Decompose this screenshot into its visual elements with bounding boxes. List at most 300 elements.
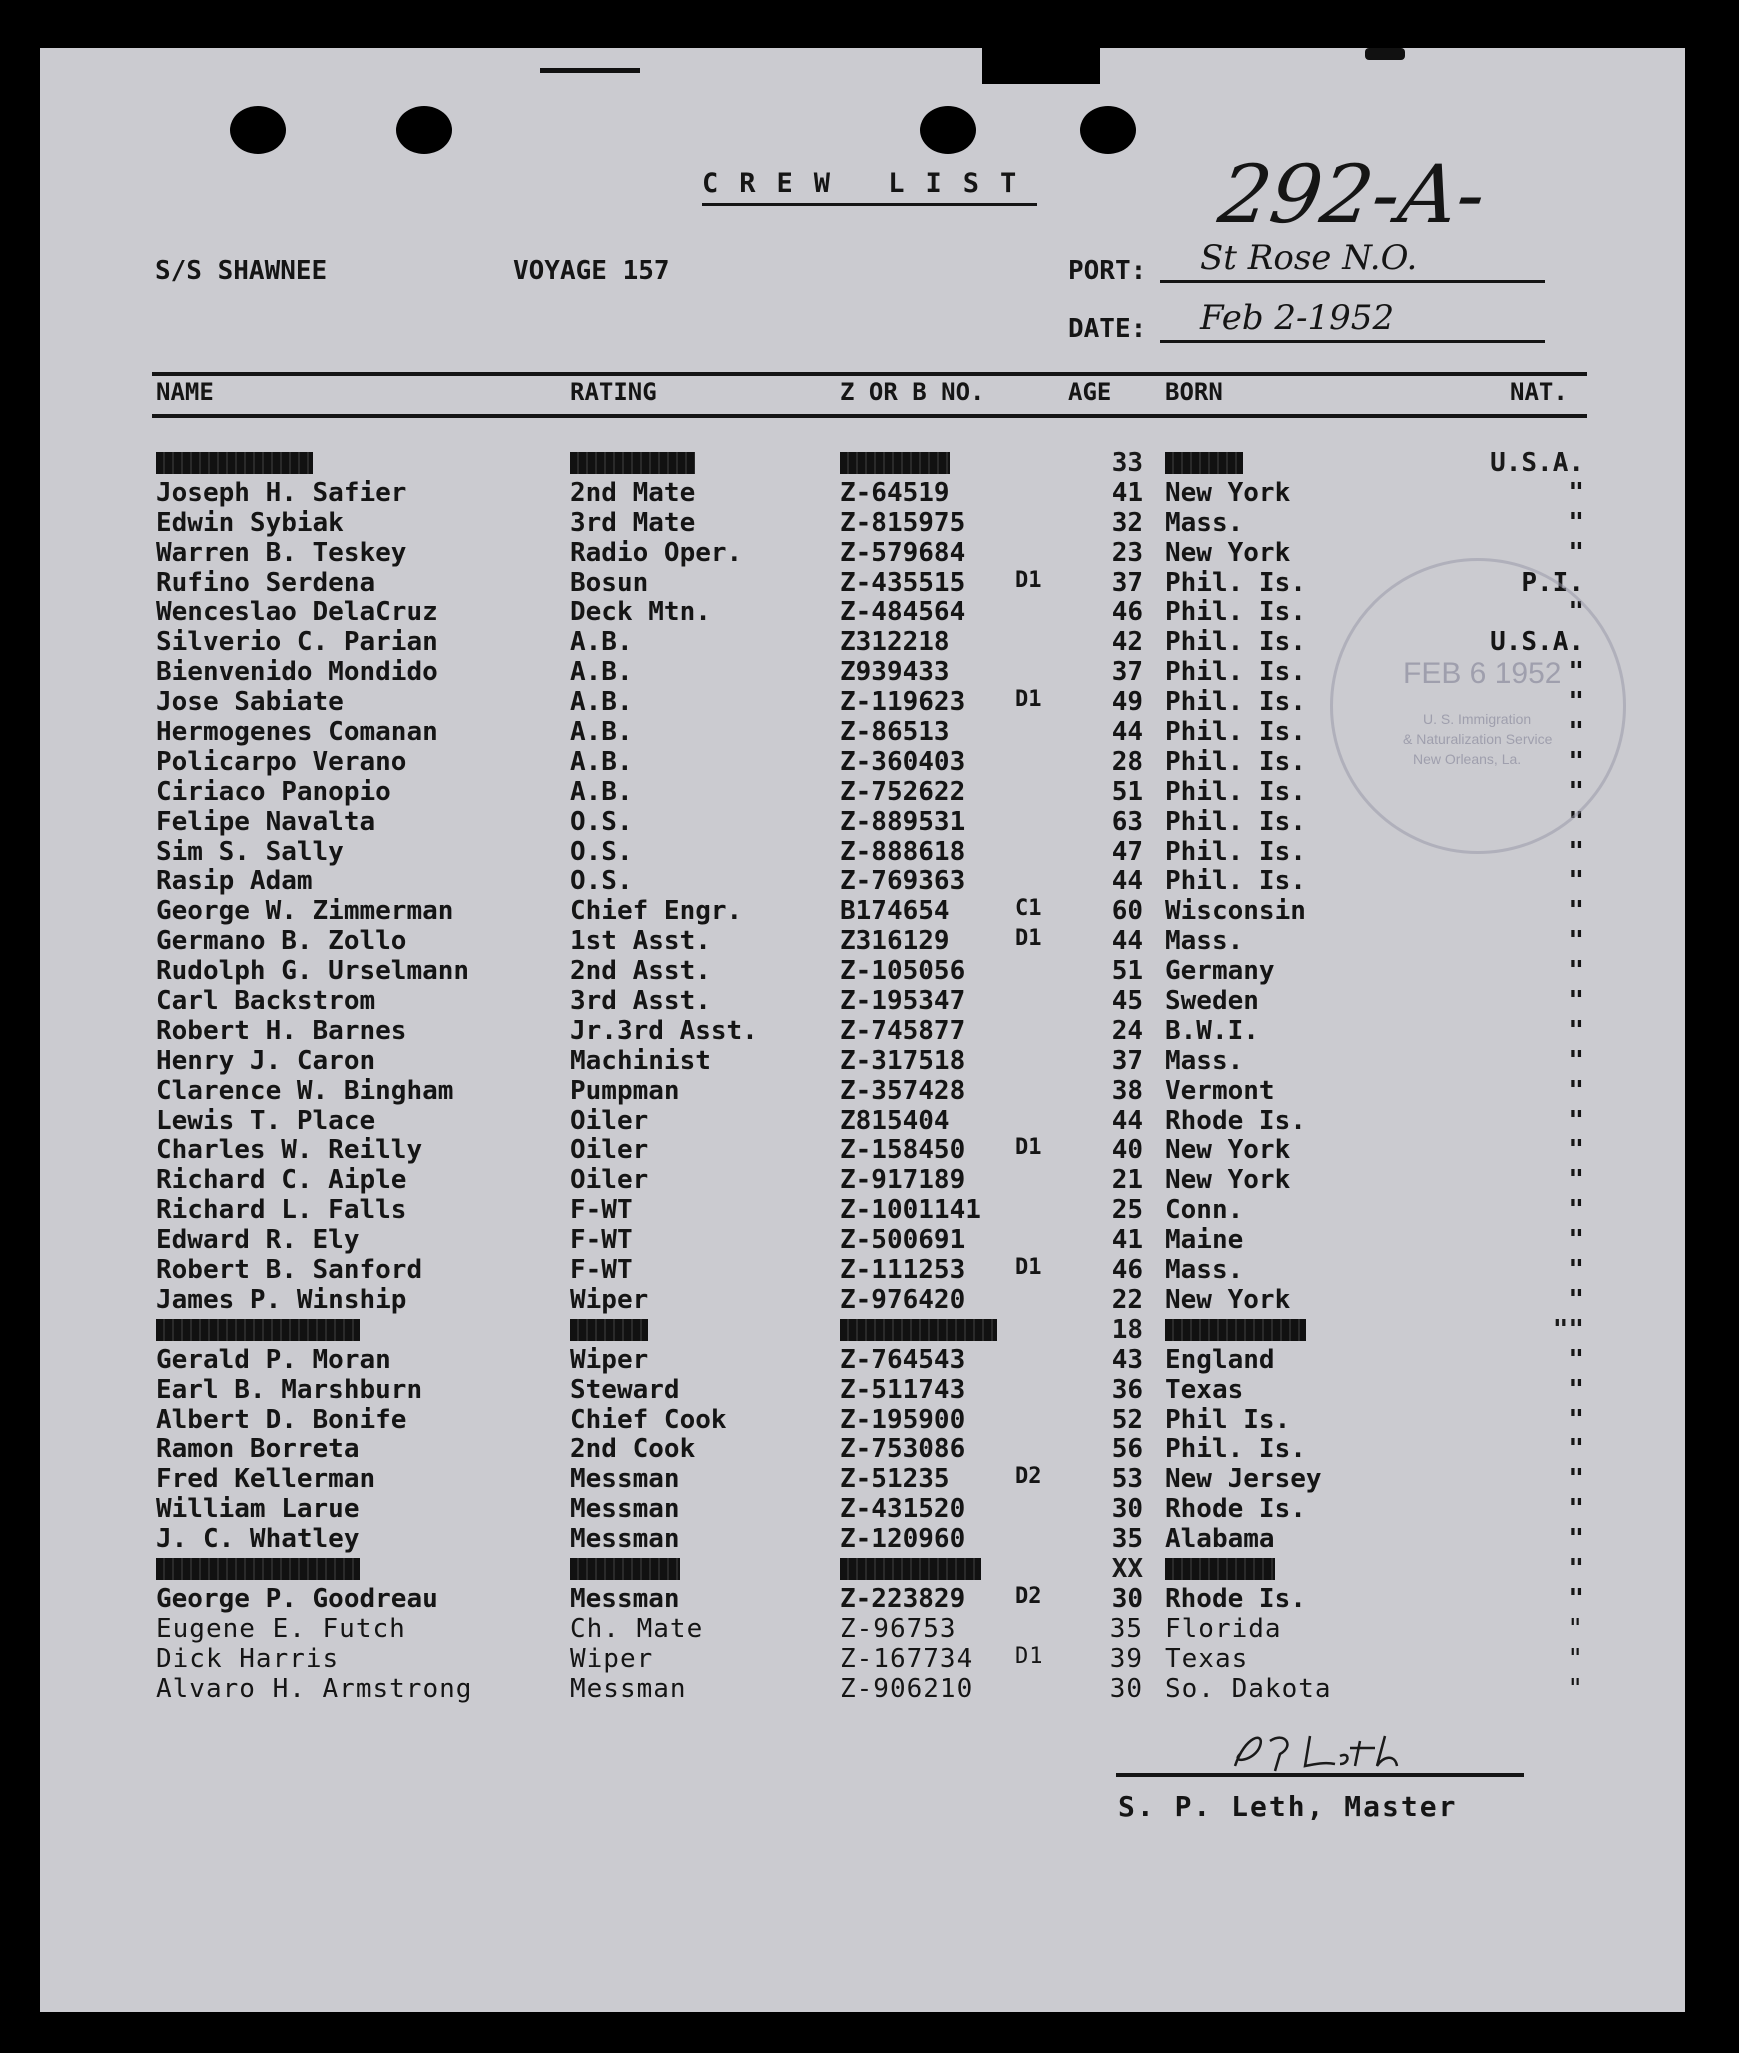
table-row — [40, 1644, 1685, 1674]
crew-age: 44 — [1111, 717, 1143, 748]
crew-rating: Oiler — [570, 1165, 649, 1196]
column-header-age: AGE — [1068, 378, 1112, 406]
crew-z-number: Z-753086 — [840, 1434, 966, 1465]
crew-name: George P. Goodreau — [156, 1583, 438, 1614]
table-row — [40, 896, 1685, 926]
crew-nationality: " — [1568, 1344, 1584, 1375]
crew-birthplace: Phil. Is. — [1165, 657, 1306, 688]
crew-name: Rufino Serdena — [156, 567, 376, 598]
port-label: PORT: — [1068, 256, 1147, 286]
crew-nationality: " — [1568, 1075, 1584, 1106]
table-row — [40, 1046, 1685, 1076]
crew-name: Robert B. Sanford — [156, 1255, 423, 1286]
crew-age: 60 — [1111, 896, 1143, 927]
table-row — [40, 956, 1685, 986]
column-header-name: NAME — [156, 378, 214, 406]
header-rule-bottom — [152, 414, 1587, 418]
crew-rating: Wiper — [570, 1643, 654, 1674]
crew-nationality: " — [1568, 477, 1584, 508]
crew-age: 37 — [1111, 567, 1143, 598]
crew-endorsement: C1 — [1015, 896, 1042, 922]
crew-rating: Messman — [570, 1524, 680, 1555]
crew-rating: Chief Cook — [570, 1404, 727, 1435]
crew-z-number: Z312218 — [840, 627, 950, 658]
ship-name: S/S SHAWNEE — [155, 256, 328, 286]
crew-nationality: " — [1568, 687, 1584, 718]
table-row — [40, 1076, 1685, 1106]
crew-nationality: " — [1568, 657, 1584, 688]
crew-rating: Oiler — [570, 1105, 649, 1136]
table-row — [40, 1016, 1685, 1046]
crew-birthplace: Sweden — [1165, 986, 1259, 1017]
date-label: DATE: — [1068, 314, 1147, 344]
crew-rating: A.B. — [570, 717, 633, 748]
crew-nationality: " — [1568, 1165, 1584, 1196]
crew-birthplace: Mass. — [1165, 1045, 1244, 1076]
date-value: Feb 2-1952 — [1160, 298, 1545, 343]
crew-name: Rasip Adam — [156, 866, 313, 897]
crew-name: Carl Backstrom — [156, 986, 376, 1017]
crew-birthplace: Rhode Is. — [1165, 1494, 1306, 1525]
crew-z-number: Z-51235 — [840, 1464, 950, 1495]
crew-birthplace: Maine — [1165, 1225, 1244, 1256]
table-row — [40, 1225, 1685, 1255]
crew-name: Charles W. Reilly — [156, 1135, 423, 1166]
crew-z-number: Z-167734 — [840, 1643, 974, 1674]
crew-z-number: Z-769363 — [840, 866, 966, 897]
crew-rating: A.B. — [570, 657, 633, 688]
crew-rating — [570, 1558, 680, 1580]
crew-nationality: " — [1568, 806, 1584, 837]
crew-z-number: Z-511743 — [840, 1374, 966, 1405]
crew-z-number: Z-815975 — [840, 507, 966, 538]
crew-nationality: "" — [1552, 1314, 1584, 1345]
crew-endorsement: D1 — [1015, 1255, 1042, 1281]
crew-z-number: Z-357428 — [840, 1075, 966, 1106]
crew-age: 30 — [1109, 1673, 1143, 1704]
crew-name: Felipe Navalta — [156, 806, 376, 837]
crew-z-number: Z-435515 — [840, 567, 966, 598]
crew-z-number — [840, 1319, 997, 1341]
crew-name: Joseph H. Safier — [156, 477, 407, 508]
crew-name: Bienvenido Mondido — [156, 657, 438, 688]
crew-endorsement: D1 — [1015, 687, 1042, 713]
crew-nationality: " — [1568, 1464, 1584, 1495]
crew-name — [156, 1558, 360, 1580]
document-number: 292-A- — [1213, 148, 1492, 241]
crew-rating: Wiper — [570, 1344, 649, 1375]
crew-age: 56 — [1111, 1434, 1143, 1465]
crew-nationality: " — [1568, 1494, 1584, 1525]
crew-nationality: " — [1568, 1374, 1584, 1405]
crew-name: George W. Zimmerman — [156, 896, 454, 927]
crew-z-number: Z-906210 — [840, 1673, 974, 1704]
crew-name: Edward R. Ely — [156, 1225, 360, 1256]
crew-name: James P. Winship — [156, 1284, 407, 1315]
crew-nationality: " — [1568, 746, 1584, 777]
crew-z-number: Z-888618 — [840, 836, 966, 867]
paper-tab — [982, 42, 1100, 84]
crew-nationality: " — [1568, 1284, 1584, 1315]
crew-z-number: Z939433 — [840, 657, 950, 688]
table-row — [40, 1135, 1685, 1165]
crew-nationality: " — [1568, 1553, 1584, 1584]
crew-age: 28 — [1111, 746, 1143, 777]
crew-name: Eugene E. Futch — [156, 1613, 406, 1644]
crew-z-number: Z-976420 — [840, 1284, 966, 1315]
crew-age: 43 — [1111, 1344, 1143, 1375]
crew-name — [156, 452, 313, 474]
crew-age: 53 — [1111, 1464, 1143, 1495]
crew-rating: Bosun — [570, 567, 649, 598]
stamp-line: & Naturalization Service — [1403, 731, 1553, 747]
crew-nationality: " — [1567, 1613, 1584, 1644]
table-row — [40, 1494, 1685, 1524]
crew-nationality: " — [1568, 1195, 1584, 1226]
crew-rating — [570, 452, 695, 474]
crew-nationality: U.S.A. — [1490, 448, 1584, 478]
crew-birthplace: B.W.I. — [1165, 1015, 1259, 1046]
table-row-struck — [40, 1315, 1685, 1345]
table-row — [40, 1584, 1685, 1614]
crew-nationality: " — [1568, 1135, 1584, 1166]
crew-birthplace: Phil. Is. — [1165, 717, 1306, 748]
crew-rating: Messman — [570, 1494, 680, 1525]
crew-birthplace: Mass. — [1165, 507, 1244, 538]
crew-nationality: " — [1568, 866, 1584, 897]
crew-rating: 1st Asst. — [570, 926, 711, 957]
crew-z-number: Z-105056 — [840, 956, 966, 987]
crew-age: 35 — [1111, 1524, 1143, 1555]
punch-hole — [396, 106, 452, 154]
table-row — [40, 1524, 1685, 1554]
table-row — [40, 1674, 1685, 1704]
crew-age: 51 — [1111, 956, 1143, 987]
crew-name: Robert H. Barnes — [156, 1015, 407, 1046]
crew-age: 30 — [1111, 1494, 1143, 1525]
crew-rating: F-WT — [570, 1225, 633, 1256]
crew-age: 44 — [1111, 866, 1143, 897]
ink-mark — [1365, 48, 1405, 60]
crew-rating: 2nd Mate — [570, 477, 696, 508]
crew-name: Henry J. Caron — [156, 1045, 376, 1076]
crew-birthplace: Mass. — [1165, 1255, 1244, 1286]
crew-name: Fred Kellerman — [156, 1464, 376, 1495]
crew-birthplace: Mass. — [1165, 926, 1244, 957]
crew-rating: Messman — [570, 1583, 680, 1614]
crew-birthplace: New York — [1165, 1135, 1291, 1166]
crew-endorsement: D1 — [1015, 567, 1042, 593]
crew-rating: Messman — [570, 1464, 680, 1495]
crew-rating: O.S. — [570, 806, 633, 837]
crew-name: Sim S. Sally — [156, 836, 344, 867]
crew-nationality: " — [1568, 1105, 1584, 1136]
crew-age: 33 — [1111, 448, 1143, 478]
crew-nationality: " — [1568, 956, 1584, 987]
crew-rating: O.S. — [570, 836, 633, 867]
crew-birthplace: Phil. Is. — [1165, 746, 1306, 777]
crew-name: Hermogenes Comanan — [156, 717, 438, 748]
crew-z-number: Z-86513 — [840, 717, 950, 748]
table-row — [40, 1464, 1685, 1494]
punch-hole — [1080, 106, 1136, 154]
crew-name: Wenceslao DelaCruz — [156, 597, 438, 628]
crew-name: Silverio C. Parian — [156, 627, 438, 658]
crew-z-number: Z-195900 — [840, 1404, 966, 1435]
crew-nationality: " — [1568, 507, 1584, 538]
crew-rating: A.B. — [570, 687, 633, 718]
crew-age: 51 — [1111, 776, 1143, 807]
crew-nationality: P.I. — [1521, 567, 1584, 598]
table-row — [40, 1434, 1685, 1464]
table-row — [40, 1106, 1685, 1136]
crew-nationality: " — [1568, 717, 1584, 748]
crew-age: 30 — [1111, 1583, 1143, 1614]
crew-name: Jose Sabiate — [156, 687, 344, 718]
crew-z-number: Z815404 — [840, 1105, 950, 1136]
crew-endorsement: D1 — [1015, 926, 1042, 952]
crew-rating: Oiler — [570, 1135, 649, 1166]
stamp-date: FEB 6 1952 — [1403, 657, 1562, 690]
column-header-born: BORN — [1165, 378, 1223, 406]
crew-name: Germano B. Zollo — [156, 926, 407, 957]
crew-age: 37 — [1111, 1045, 1143, 1076]
crew-birthplace: Phil. Is. — [1165, 776, 1306, 807]
table-row-struck — [40, 448, 1685, 478]
crew-z-number — [840, 452, 950, 474]
crew-nationality: " — [1567, 1673, 1584, 1704]
crew-endorsement: D2 — [1015, 1464, 1042, 1490]
column-header-nationality: NAT. — [1510, 378, 1568, 406]
crew-age: 46 — [1111, 1255, 1143, 1286]
crew-birthplace: Texas — [1165, 1643, 1249, 1674]
crew-z-number — [840, 1558, 981, 1580]
page-title: CREW LIST — [702, 168, 1037, 206]
stamp-line: U. S. Immigration — [1423, 711, 1532, 727]
crew-name: Albert D. Bonife — [156, 1404, 407, 1435]
crew-z-number: Z-745877 — [840, 1015, 966, 1046]
table-row — [40, 866, 1685, 896]
crew-birthplace: Texas — [1165, 1374, 1244, 1405]
crew-rating: 2nd Asst. — [570, 956, 711, 987]
crew-nationality: " — [1568, 1583, 1584, 1614]
crew-age: 36 — [1111, 1374, 1143, 1405]
column-header-z-number: Z OR B NO. — [840, 378, 985, 406]
crew-name: Gerald P. Moran — [156, 1344, 391, 1375]
document-page — [40, 48, 1685, 2012]
crew-birthplace: New York — [1165, 1165, 1291, 1196]
crew-z-number: Z-500691 — [840, 1225, 966, 1256]
crew-birthplace: Phil. Is. — [1165, 1434, 1306, 1465]
crew-nationality: " — [1568, 1524, 1584, 1555]
crew-rating: A.B. — [570, 627, 633, 658]
crew-age: 18 — [1111, 1314, 1143, 1345]
crew-nationality: U.S.A. — [1490, 627, 1584, 658]
table-row — [40, 1285, 1685, 1315]
crew-z-number: B174654 — [840, 896, 950, 927]
master-signature-typed: S. P. Leth, Master — [1118, 1790, 1458, 1823]
crew-age: 52 — [1111, 1404, 1143, 1435]
crew-z-number: Z-1001141 — [840, 1195, 981, 1226]
voyage-number: VOYAGE 157 — [513, 256, 670, 286]
crew-age: 35 — [1109, 1613, 1143, 1644]
stamp-line: New Orleans, La. — [1413, 751, 1522, 767]
crew-birthplace — [1165, 452, 1243, 474]
crew-age: 37 — [1111, 657, 1143, 688]
crew-z-number: Z-120960 — [840, 1524, 966, 1555]
table-row — [40, 926, 1685, 956]
table-row — [40, 1614, 1685, 1644]
crew-rating: F-WT — [570, 1255, 633, 1286]
crew-rating: Jr.3rd Asst. — [570, 1015, 758, 1046]
handwritten-signature — [1225, 1726, 1455, 1776]
punch-hole — [920, 106, 976, 154]
crew-birthplace: Phil Is. — [1165, 1404, 1291, 1435]
crew-age: 46 — [1111, 597, 1143, 628]
crew-name: Ramon Borreta — [156, 1434, 360, 1465]
crew-age: 22 — [1111, 1284, 1143, 1315]
crew-birthplace: So. Dakota — [1165, 1673, 1332, 1704]
crew-rating: Chief Engr. — [570, 896, 743, 927]
crew-name: Richard C. Aiple — [156, 1165, 407, 1196]
crew-birthplace: Phil. Is. — [1165, 687, 1306, 718]
crew-name: J. C. Whatley — [156, 1524, 360, 1555]
table-row — [40, 1345, 1685, 1375]
crew-rating: Steward — [570, 1374, 680, 1405]
crew-nationality: " — [1568, 597, 1584, 628]
crew-rating: Deck Mtn. — [570, 597, 711, 628]
crew-name: Rudolph G. Urselmann — [156, 956, 470, 987]
crew-rating: 2nd Cook — [570, 1434, 696, 1465]
crew-birthplace: New Jersey — [1165, 1464, 1322, 1495]
crew-z-number: Z-360403 — [840, 746, 966, 777]
crew-nationality: " — [1568, 537, 1584, 568]
crew-nationality: " — [1568, 1225, 1584, 1256]
crew-age: 41 — [1111, 477, 1143, 508]
crew-rating: 3rd Asst. — [570, 986, 711, 1017]
crew-rating: A.B. — [570, 776, 633, 807]
crew-age: 42 — [1111, 627, 1143, 658]
crew-age: 44 — [1111, 926, 1143, 957]
crew-birthplace: Conn. — [1165, 1195, 1244, 1226]
table-row — [40, 1405, 1685, 1435]
crew-z-number: Z-158450 — [840, 1135, 966, 1166]
crew-z-number: Z-119623 — [840, 687, 966, 718]
port-value: St Rose N.O. — [1160, 238, 1545, 283]
crew-birthplace: New York — [1165, 477, 1291, 508]
crew-rating: Radio Oper. — [570, 537, 743, 568]
crew-z-number: Z-223829 — [840, 1583, 966, 1614]
table-row — [40, 986, 1685, 1016]
crew-endorsement: D1 — [1015, 1135, 1042, 1161]
crew-age: 39 — [1109, 1643, 1143, 1674]
crew-rating: Wiper — [570, 1284, 649, 1315]
crew-name: Policarpo Verano — [156, 746, 407, 777]
crew-birthplace — [1165, 1319, 1306, 1341]
crew-nationality: " — [1568, 1255, 1584, 1286]
crew-rating — [570, 1319, 648, 1341]
crew-z-number: Z-579684 — [840, 537, 966, 568]
crew-birthplace: Florida — [1165, 1613, 1282, 1644]
crew-age: 21 — [1111, 1165, 1143, 1196]
crew-age: 44 — [1111, 1105, 1143, 1136]
crew-birthplace: Phil. Is. — [1165, 627, 1306, 658]
crew-rating: F-WT — [570, 1195, 633, 1226]
crew-rating: O.S. — [570, 866, 633, 897]
crew-rating: A.B. — [570, 746, 633, 777]
crew-nationality: " — [1568, 896, 1584, 927]
crew-birthplace: New York — [1165, 537, 1291, 568]
crew-age: 25 — [1111, 1195, 1143, 1226]
crew-nationality: " — [1568, 986, 1584, 1017]
crew-nationality: " — [1568, 1015, 1584, 1046]
crew-age: 24 — [1111, 1015, 1143, 1046]
crew-rating: Messman — [570, 1673, 687, 1704]
crew-z-number: Z-484564 — [840, 597, 966, 628]
crew-age: 32 — [1111, 507, 1143, 538]
crew-name: Edwin Sybiak — [156, 507, 344, 538]
crew-nationality: " — [1568, 926, 1584, 957]
crew-nationality: " — [1568, 776, 1584, 807]
crew-birthplace: Vermont — [1165, 1075, 1275, 1106]
crew-birthplace — [1165, 1558, 1275, 1580]
crew-age: 45 — [1111, 986, 1143, 1017]
immigration-stamp — [1330, 558, 1626, 854]
crew-endorsement: D1 — [1015, 1643, 1044, 1669]
crew-name: Lewis T. Place — [156, 1105, 376, 1136]
crew-z-number: Z316129 — [840, 926, 950, 957]
crew-birthplace: England — [1165, 1344, 1275, 1375]
crew-name — [156, 1319, 360, 1341]
crew-z-number: Z-431520 — [840, 1494, 966, 1525]
crew-birthplace: Alabama — [1165, 1524, 1275, 1555]
ink-mark — [540, 68, 640, 73]
crew-rating: Ch. Mate — [570, 1613, 704, 1644]
crew-birthplace: Phil. Is. — [1165, 836, 1306, 867]
crew-nationality: " — [1567, 1643, 1584, 1674]
crew-birthplace: Rhode Is. — [1165, 1105, 1306, 1136]
crew-z-number: Z-64519 — [840, 477, 950, 508]
table-row — [40, 478, 1685, 508]
column-header-rating: RATING — [570, 378, 657, 406]
crew-name: Clarence W. Bingham — [156, 1075, 454, 1106]
crew-nationality: " — [1568, 1045, 1584, 1076]
crew-rating: Machinist — [570, 1045, 711, 1076]
crew-name: Earl B. Marshburn — [156, 1374, 423, 1405]
table-row — [40, 1375, 1685, 1405]
table-row — [40, 508, 1685, 538]
crew-rating: 3rd Mate — [570, 507, 696, 538]
table-row — [40, 1255, 1685, 1285]
crew-name: Warren B. Teskey — [156, 537, 407, 568]
crew-z-number: Z-764543 — [840, 1344, 966, 1375]
crew-z-number: Z-111253 — [840, 1255, 966, 1286]
crew-z-number: Z-889531 — [840, 806, 966, 837]
crew-name: Alvaro H. Armstrong — [156, 1673, 473, 1704]
crew-birthplace: Phil. Is. — [1165, 866, 1306, 897]
crew-birthplace: Wisconsin — [1165, 896, 1306, 927]
crew-age: 63 — [1111, 806, 1143, 837]
crew-name: William Larue — [156, 1494, 360, 1525]
crew-z-number: Z-317518 — [840, 1045, 966, 1076]
crew-age: 23 — [1111, 537, 1143, 568]
crew-birthplace: Phil. Is. — [1165, 567, 1306, 598]
crew-birthplace: Phil. Is. — [1165, 597, 1306, 628]
punch-hole — [230, 106, 286, 154]
crew-z-number: Z-96753 — [840, 1613, 957, 1644]
crew-z-number: Z-195347 — [840, 986, 966, 1017]
crew-birthplace: Phil. Is. — [1165, 806, 1306, 837]
